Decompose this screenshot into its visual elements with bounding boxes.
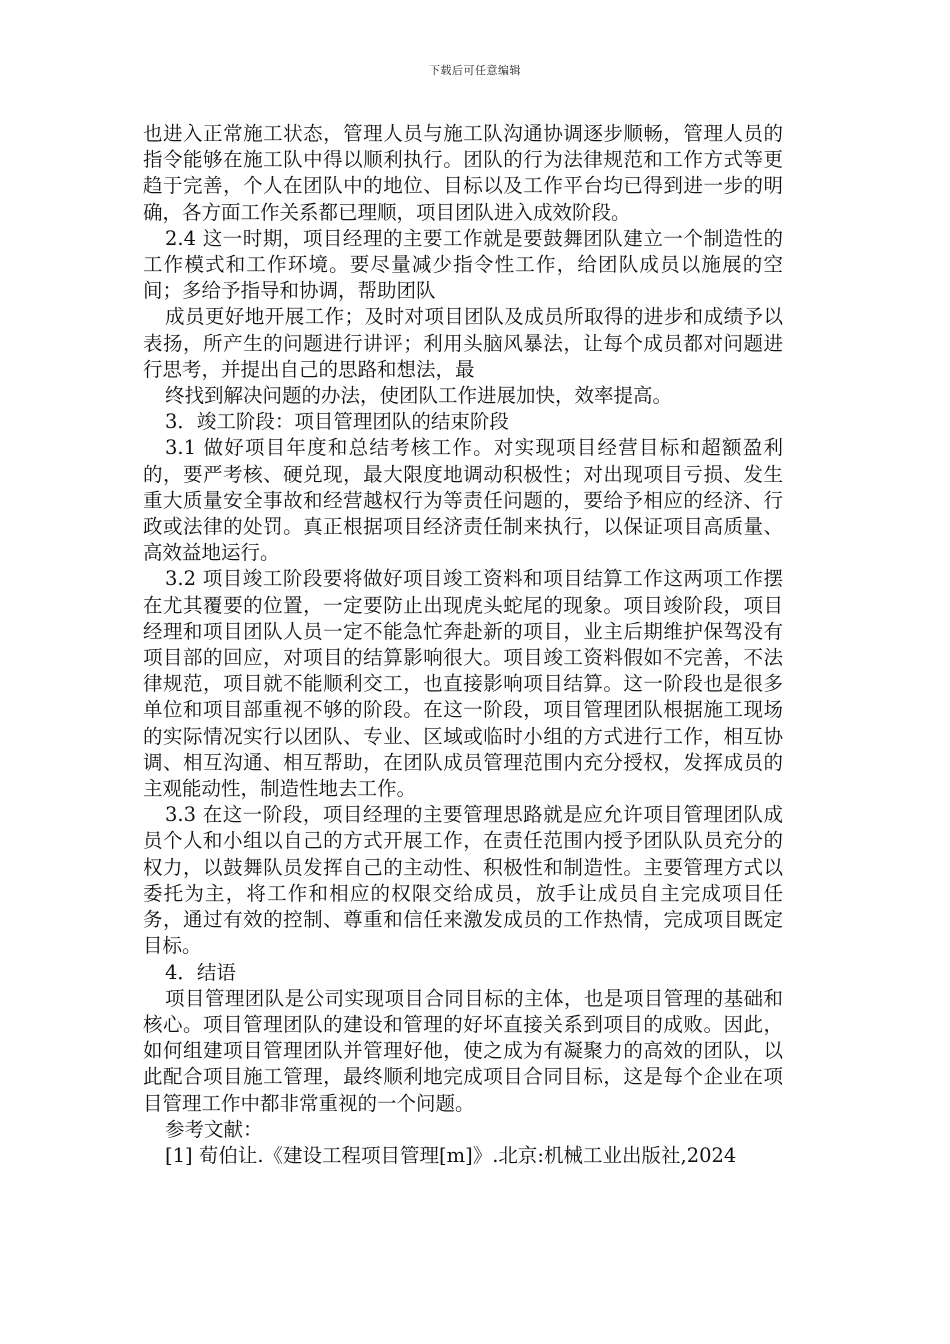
paragraph: [1] 荀伯让.《建设工程项目管理[m]》.北京:机械工业出版社,2024 (165, 1143, 737, 1167)
paragraph: 3．竣工阶段：项目管理团队的结束阶段 (165, 410, 509, 434)
paragraph: 3.3 在这一阶段，项目经理的主要管理思路就是应允许项目管理团队成员个人和小组以自己的方式开展工作，在责任范围内授予团队队员充分的权力，以鼓舞队员发挥自己的主动性、积极性和制造性。主要管理方式以委托为主，将工作和相应的权限交给成员，放手让成员自主完成项目任务，通过有效的控制、尊重和信任来激发成员的工作热情，完成项目既定目标。 (143, 803, 783, 958)
paragraph: 4．结语 (165, 960, 236, 984)
paragraph: 3.1 做好项目年度和总结考核工作。对实现项目经营目标和超额盈利的，要严考核、硬兑现，最大限度地调动积极性；对出现项目亏损、发生重大质量安全事故和经营越权行为等责任问题的，要给予相应的经济、行政或法律的处罚。真正根据项目经济责任制来执行，以保证项目高质量、高效益地运行。 (143, 436, 783, 565)
header-note: 下载后可任意编辑 (429, 64, 521, 77)
paragraph: 终找到解决问题的办法，使团队工作进展加快，效率提高。 (165, 384, 673, 408)
paragraph: 3.2 项目竣工阶段要将做好项目竣工资料和项目结算工作这两项工作摆在尤其覆要的位置，一定要防止出现虎头蛇尾的现象。项目竣阶段，项目经理和项目团队人员一定不能急忙奔赴新的项目，业主后期维护保驾没有项目部的回应，对项目的结算影响很大。项目竣工资料假如不完善，不法律规范，项目就不能顺利交工，也直接影响项目结算。这一阶段也是很多单位和项目部重视不够的阶段。在这一阶段，项目管理团队根据施工现场的实际情况实行以团队、专业、区域或临时小组的方式进行工作，相互协调、相互沟通、相互帮助，在团队成员管理范围内充分授权，发挥成员的主观能动性，制造性地去工作。 (143, 567, 783, 801)
paragraph: 2.4 这一时期，项目经理的主要工作就是要鼓舞团队建立一个制造性的工作模式和工作环境。要尽量减少指令性工作，给团队成员以施展的空间；多给予指导和协调，帮助团队 (143, 226, 783, 303)
paragraph: 也进入正常施工状态，管理人员与施工队沟通协调逐步顺畅，管理人员的指令能够在施工队中得以顺利执行。团队的行为法律规范和工作方式等更趋于完善，个人在团队中的地位、目标以及工作平台均已得到进一步的明确，各方面工作关系都已理顺，项目团队进入成效阶段。 (143, 122, 783, 224)
document-body (143, 121, 783, 1169)
paragraph: 项目管理团队是公司实现项目合同目标的主体，也是项目管理的基础和核心。项目管理团队的建设和管理的好坏直接关系到项目的成败。因此，如何组建项目管理团队并管理好他，使之成为有凝聚力的高效的团队，以此配合项目施工管理，最终顺利地完成项目合同目标，这是每个企业在项目管理工作中都非常重视的一个问题。 (143, 986, 783, 1115)
paragraph: 成员更好地开展工作；及时对项目团队及成员所取得的进步和成绩予以表扬，所产生的问题进行讲评；利用头脑风暴法，让每个成员都对问题进行思考，并提出自己的思路和想法，最 (143, 305, 783, 381)
paragraph: 参考文献： (165, 1117, 263, 1141)
